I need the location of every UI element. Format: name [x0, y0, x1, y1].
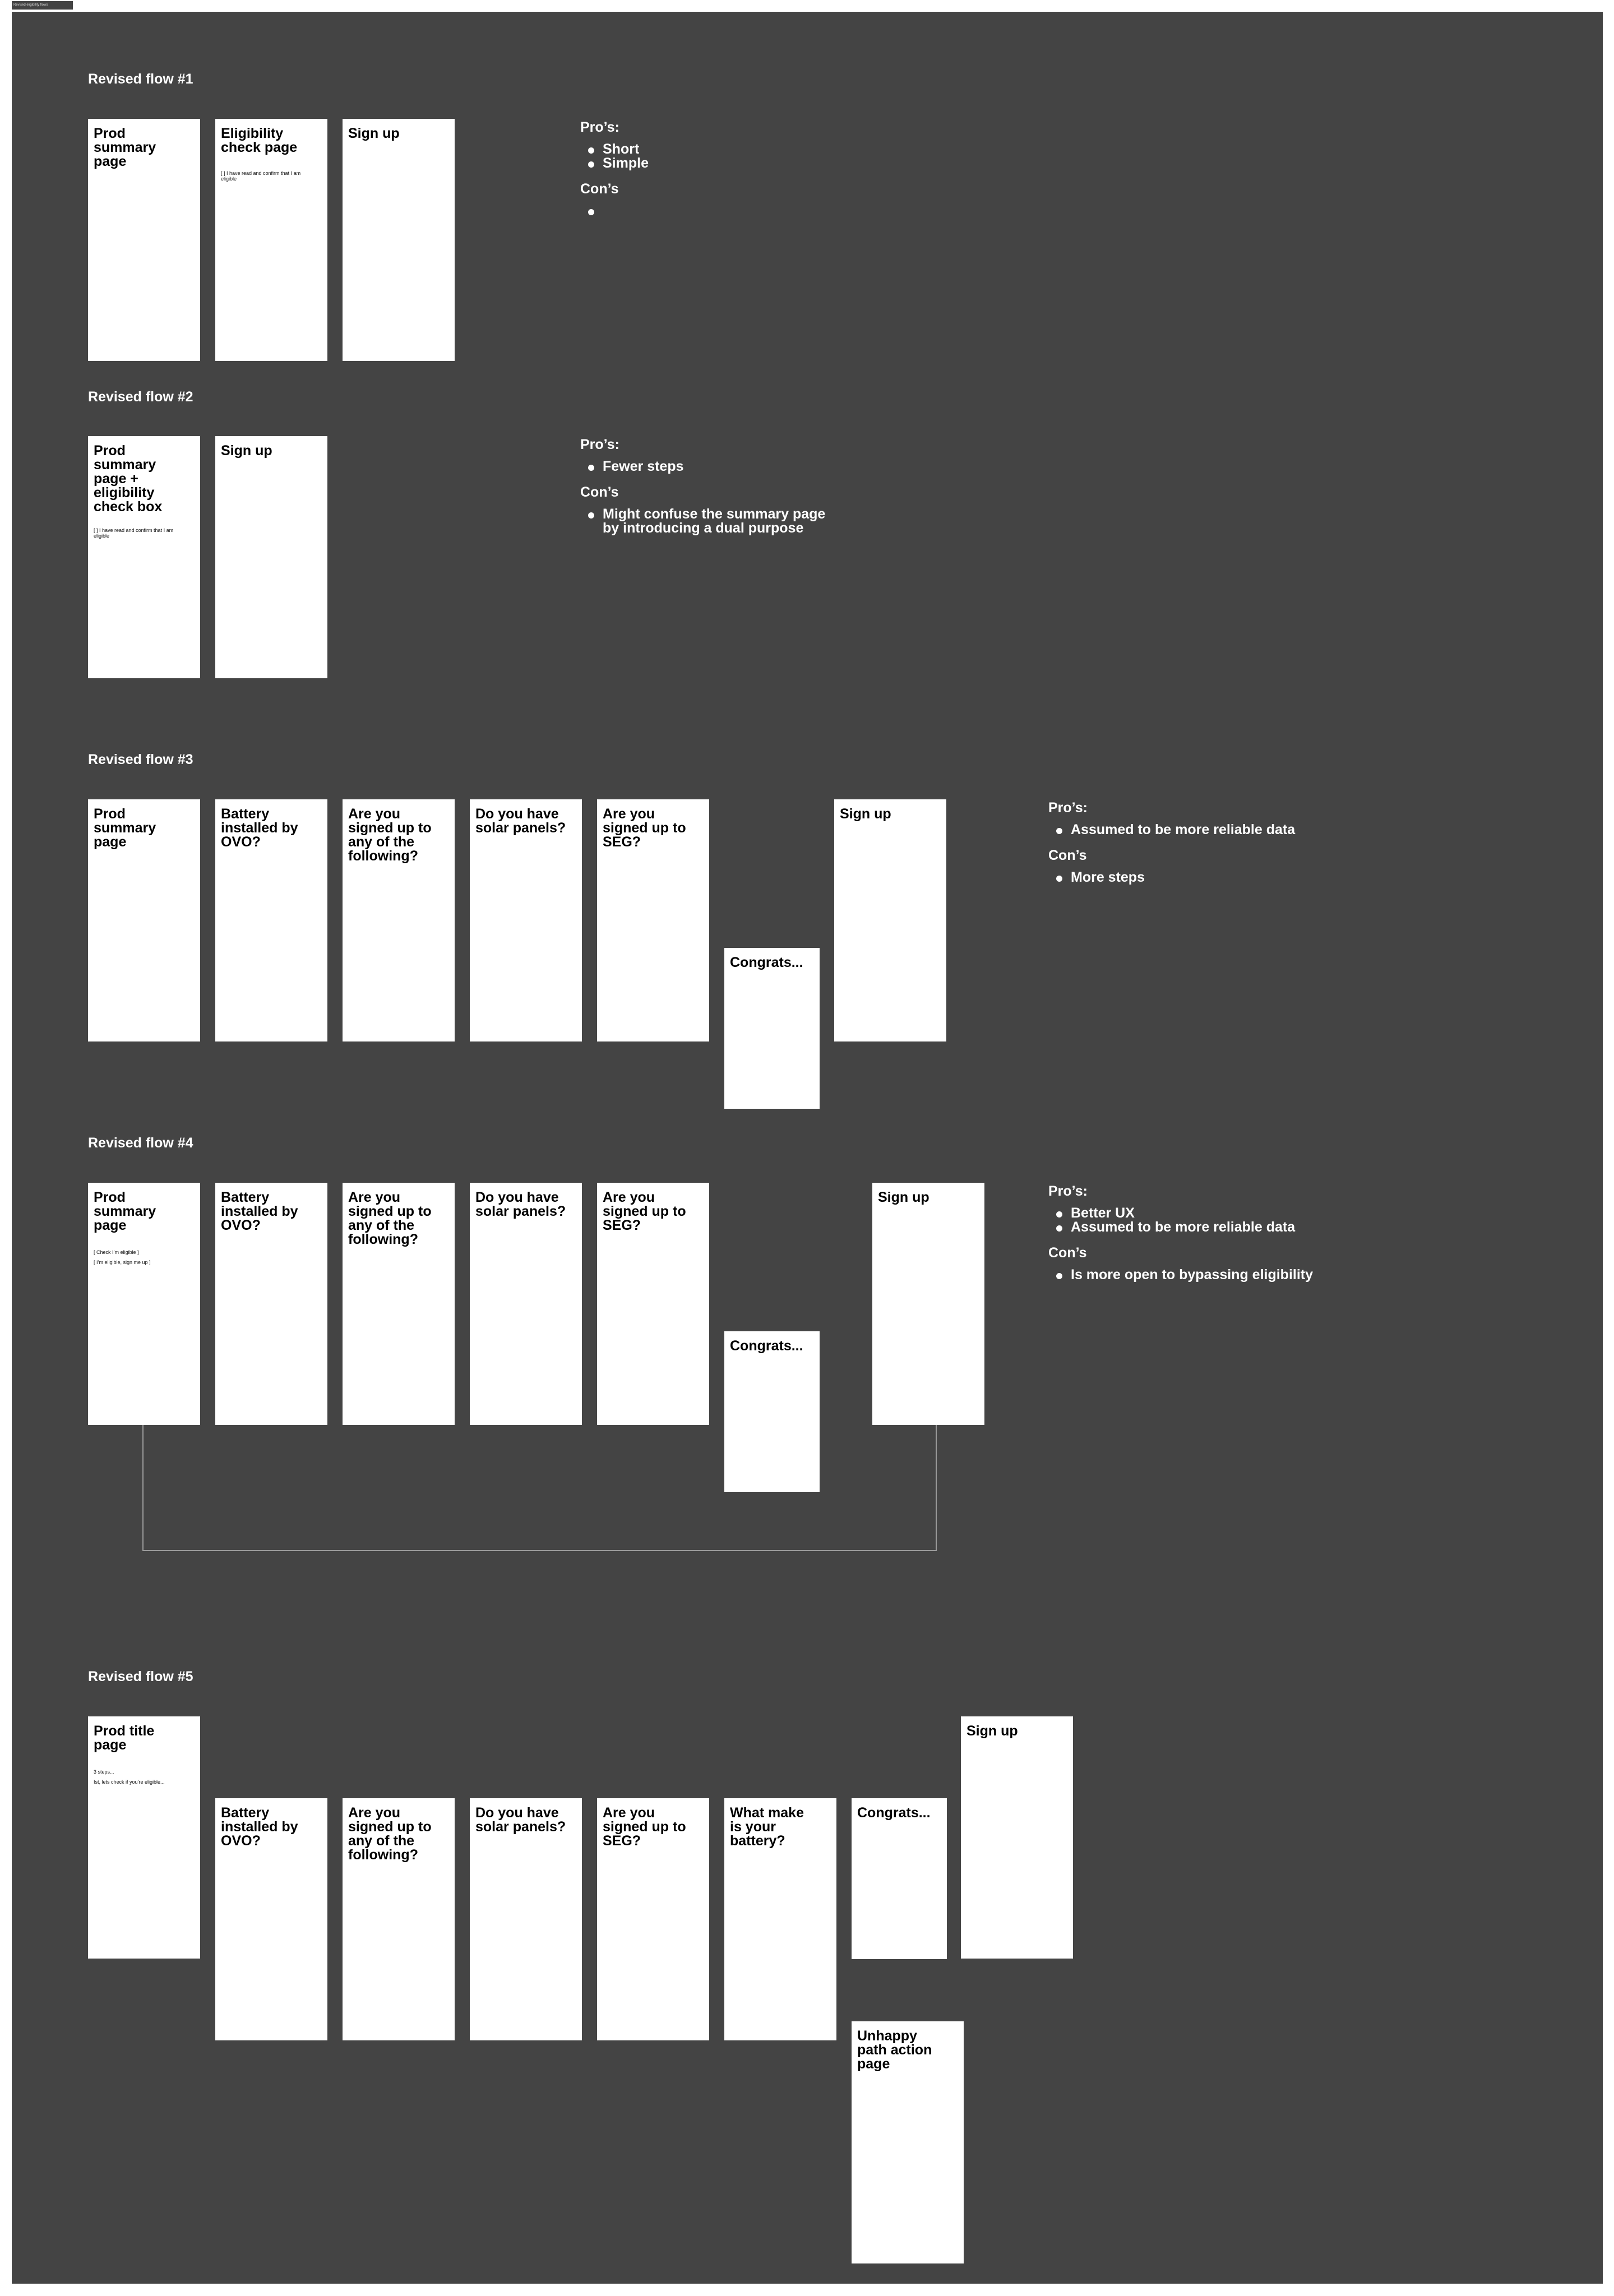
- screen-card[interactable]: [724, 1798, 836, 2040]
- screen-card[interactable]: [470, 1183, 582, 1425]
- screen-title: Are you signed up to SEG?: [603, 806, 686, 850]
- screen-title: Sign up: [840, 806, 891, 822]
- screen-card[interactable]: [343, 1798, 455, 2040]
- canvas-board: [12, 12, 1603, 2284]
- screen-title: Prod summary page: [94, 806, 156, 850]
- pros-item: Short: [603, 142, 872, 156]
- cons-item: Might confuse the summary page by introducing a dual purpose: [603, 507, 838, 535]
- screen-title: Sign up: [221, 443, 272, 459]
- screen-card[interactable]: [88, 436, 200, 678]
- cons-heading: Con’s: [1048, 848, 1087, 863]
- eligibility-intro-note: Ist, lets check if you’re eligible...: [94, 1779, 165, 1785]
- cons-heading: Con’s: [580, 181, 619, 197]
- pros-item: Fewer steps: [603, 460, 872, 474]
- screen-title: Are you signed up to any of the following?: [348, 1189, 432, 1247]
- screen-title: Prod summary page: [94, 126, 156, 169]
- screen-title: Are you signed up to SEG?: [603, 1189, 686, 1233]
- screen-card[interactable]: [88, 1716, 200, 1959]
- screen-card[interactable]: [470, 1798, 582, 2040]
- screen-card[interactable]: [724, 1331, 820, 1492]
- screen-card[interactable]: [834, 799, 946, 1041]
- pros-heading: Pro’s:: [1048, 800, 1088, 816]
- sign-me-up-button-note: [ I’m eligible, sign me up ]: [94, 1260, 151, 1265]
- screen-card[interactable]: [215, 436, 327, 678]
- flow-title: Revised flow #1: [88, 71, 193, 87]
- cons-item: Is more open to bypassing eligibility: [1071, 1268, 1340, 1282]
- checkbox-note: [ ] I have read and confirm that I am eligible: [94, 527, 174, 539]
- screen-title: Congrats...: [730, 955, 803, 970]
- cons-list: [1048, 871, 1340, 885]
- pros-item: Assumed to be more reliable data: [1071, 823, 1340, 837]
- frame-tag[interactable]: Revised eligibility flows: [12, 1, 73, 10]
- screen-title: Prod title page: [94, 1723, 155, 1753]
- pros-item: Better UX: [1071, 1206, 1340, 1220]
- cons-heading: Con’s: [580, 484, 619, 500]
- pros-heading: Pro’s:: [580, 119, 619, 135]
- screen-title: Congrats...: [857, 1805, 931, 1821]
- screen-title: Sign up: [348, 126, 400, 141]
- screen-card[interactable]: [597, 1183, 709, 1425]
- screen-card[interactable]: [343, 1183, 455, 1425]
- check-eligible-button-note: [ Check I’m eligible ]: [94, 1249, 139, 1255]
- screen-card[interactable]: [872, 1183, 984, 1425]
- cons-item: More steps: [1071, 871, 1340, 885]
- pros-cons: [1048, 1183, 1340, 1292]
- screen-card[interactable]: [215, 1798, 327, 2040]
- screen-title: Are you signed up to SEG?: [603, 1805, 686, 1849]
- pros-list: [1048, 1206, 1340, 1234]
- pros-list: [580, 460, 872, 474]
- screen-title: Congrats...: [730, 1338, 803, 1354]
- pros-heading: Pro’s:: [580, 437, 619, 452]
- pros-heading: Pro’s:: [1048, 1183, 1088, 1199]
- screen-card[interactable]: [88, 1183, 200, 1425]
- screen-card[interactable]: [215, 1183, 327, 1425]
- screen-title: Prod summary page: [94, 1189, 156, 1233]
- flow-title: Revised flow #5: [88, 1669, 193, 1684]
- flow-title: Revised flow #4: [88, 1135, 193, 1151]
- screen-card[interactable]: [852, 1798, 947, 1959]
- screen-card[interactable]: [961, 1716, 1073, 1959]
- screen-card[interactable]: [215, 119, 327, 361]
- screen-title: Do you have solar panels?: [475, 806, 566, 836]
- flow-title: Revised flow #3: [88, 752, 193, 767]
- flow-title: Revised flow #2: [88, 389, 193, 405]
- screen-card[interactable]: [215, 799, 327, 1041]
- screen-title: Are you signed up to any of the following?: [348, 806, 432, 864]
- pros-list: [580, 142, 872, 170]
- cons-heading: Con’s: [1048, 1245, 1087, 1261]
- screen-title: Battery installed by OVO?: [221, 1189, 298, 1233]
- screen-title: Battery installed by OVO?: [221, 806, 298, 850]
- screen-title: Do you have solar panels?: [475, 1805, 566, 1835]
- screen-title: Are you signed up to any of the following?: [348, 1805, 432, 1863]
- screen-card[interactable]: [88, 119, 200, 361]
- cons-list: [580, 507, 872, 535]
- pros-cons: [580, 119, 872, 228]
- screen-title: Sign up: [878, 1189, 929, 1205]
- screen-card[interactable]: [852, 2021, 964, 2263]
- pros-list: [1048, 823, 1340, 837]
- screen-card[interactable]: [724, 948, 820, 1109]
- screen-card[interactable]: [470, 799, 582, 1041]
- cons-item: [603, 204, 872, 218]
- pros-cons: [580, 436, 872, 545]
- pros-item: Assumed to be more reliable data: [1071, 1220, 1340, 1234]
- pros-cons: [1048, 799, 1340, 895]
- screen-title: Unhappy path action page: [857, 2028, 932, 2072]
- cons-list: [1048, 1268, 1340, 1282]
- cons-list: [580, 204, 872, 218]
- screen-card[interactable]: [343, 119, 455, 361]
- checkbox-note: [ ] I have read and confirm that I am eligible: [221, 170, 301, 182]
- pros-item: Simple: [603, 156, 872, 170]
- screen-title: What make is your battery?: [730, 1805, 804, 1849]
- screen-card[interactable]: [597, 1798, 709, 2040]
- screen-title: Battery installed by OVO?: [221, 1805, 298, 1849]
- screen-title: Eligibility check page: [221, 126, 298, 155]
- screen-title: Sign up: [966, 1723, 1018, 1739]
- screen-card[interactable]: [88, 799, 200, 1041]
- screen-card[interactable]: [343, 799, 455, 1041]
- screen-title: Do you have solar panels?: [475, 1189, 566, 1219]
- screen-card[interactable]: [597, 799, 709, 1041]
- screen-title: Prod summary page + eligibility check box: [94, 443, 163, 515]
- steps-note: 3 steps...: [94, 1769, 114, 1775]
